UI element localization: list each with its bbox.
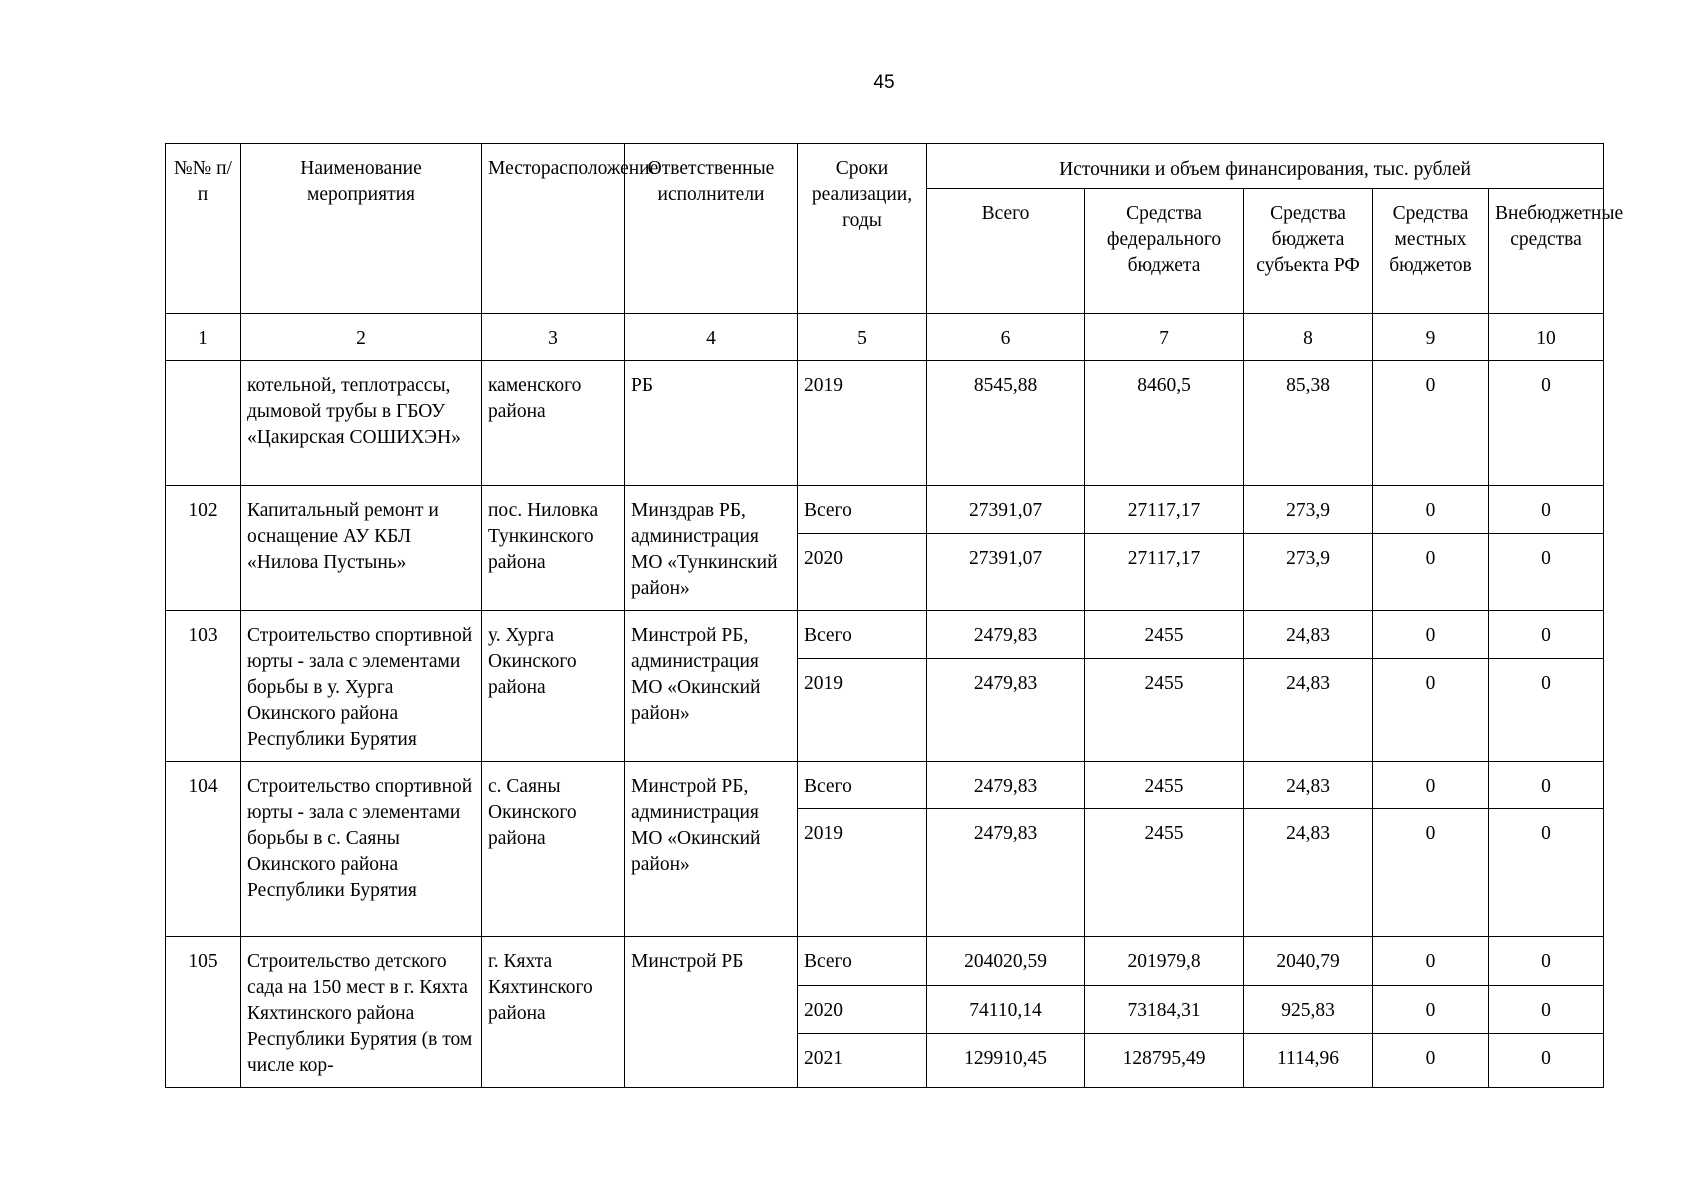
col-number: 4 xyxy=(625,314,798,361)
entry-federal: 201979,8 xyxy=(1085,937,1244,986)
entry-extra: 0 xyxy=(1489,486,1604,534)
entry-local: 0 xyxy=(1373,985,1489,1034)
entry-local: 0 xyxy=(1373,486,1489,534)
col-number: 1 xyxy=(166,314,241,361)
entry-local: 0 xyxy=(1373,611,1489,659)
entry-name: Строительство детского сада на 150 мест в г. Кяхта Кяхтинского района Республики Бурятия (в том числе кор- xyxy=(241,937,482,1088)
entry-total: 129910,45 xyxy=(927,1034,1085,1088)
entry-name: Капитальный ремонт и оснащение АУ КБЛ «Нилова Пустынь» xyxy=(241,486,482,611)
entry-period: Всего xyxy=(798,937,927,986)
entry-period: 2020 xyxy=(798,533,927,610)
entry-period: Всего xyxy=(798,611,927,659)
entry-name: Строительство спортивной юрты - зала с элементами борьбы в у. Хурга Окинского района Республики Бурятия xyxy=(241,611,482,762)
entry-num: 103 xyxy=(166,611,241,762)
entry-extra: 0 xyxy=(1489,361,1604,486)
entry-subject: 85,38 xyxy=(1244,361,1373,486)
entry-total: 74110,14 xyxy=(927,985,1085,1034)
entry-location: пос. Ниловка Тункинского района xyxy=(482,486,625,611)
col-number: 3 xyxy=(482,314,625,361)
entry-period: 2019 xyxy=(798,658,927,761)
entry-local: 0 xyxy=(1373,809,1489,937)
header-location: Месторасположение xyxy=(482,144,625,314)
entry-subject: 925,83 xyxy=(1244,985,1373,1034)
header-financing: Источники и объем финансирования, тыс. рублей xyxy=(927,144,1604,189)
entry-federal: 8460,5 xyxy=(1085,361,1244,486)
entry-total: 204020,59 xyxy=(927,937,1085,986)
entry-num: 102 xyxy=(166,486,241,611)
entry-local: 0 xyxy=(1373,533,1489,610)
header-executors: Ответственные исполнители xyxy=(625,144,798,314)
entry-location: с. Саяны Окинского района xyxy=(482,762,625,937)
header-local: Средства местных бюджетов xyxy=(1373,189,1489,314)
entry-subject: 24,83 xyxy=(1244,611,1373,659)
header-federal: Средства федерального бюджета xyxy=(1085,189,1244,314)
col-number: 10 xyxy=(1489,314,1604,361)
entry-num xyxy=(166,361,241,486)
entry-extra: 0 xyxy=(1489,611,1604,659)
entry-num: 105 xyxy=(166,937,241,1088)
entry-total: 2479,83 xyxy=(927,762,1085,809)
entry-total: 2479,83 xyxy=(927,658,1085,761)
entry-total: 8545,88 xyxy=(927,361,1085,486)
header-name: Наименование мероприятия xyxy=(241,144,482,314)
table-row xyxy=(166,762,1604,809)
entry-federal: 2455 xyxy=(1085,762,1244,809)
header-terms: Сроки реализации, годы xyxy=(798,144,927,314)
table-row xyxy=(166,611,1604,659)
entry-subject: 1114,96 xyxy=(1244,1034,1373,1088)
entry-federal: 2455 xyxy=(1085,611,1244,659)
header-row-1 xyxy=(166,144,1604,189)
entry-federal: 128795,49 xyxy=(1085,1034,1244,1088)
entry-total: 2479,83 xyxy=(927,611,1085,659)
col-number: 9 xyxy=(1373,314,1489,361)
col-number: 5 xyxy=(798,314,927,361)
entry-federal: 73184,31 xyxy=(1085,985,1244,1034)
page-number: 45 xyxy=(873,72,895,93)
entry-extra: 0 xyxy=(1489,533,1604,610)
entry-local: 0 xyxy=(1373,658,1489,761)
entry-period: Всего xyxy=(798,762,927,809)
table-row xyxy=(166,937,1604,986)
financing-table xyxy=(165,143,1624,1088)
table-row xyxy=(166,486,1604,534)
col-number: 6 xyxy=(927,314,1085,361)
entry-extra: 0 xyxy=(1489,658,1604,761)
header-total: Всего xyxy=(927,189,1085,314)
entry-period: 2021 xyxy=(798,1034,927,1088)
col-number: 8 xyxy=(1244,314,1373,361)
col-number: 7 xyxy=(1085,314,1244,361)
entry-location: г. Кяхта Кяхтинского района xyxy=(482,937,625,1088)
entry-federal: 27117,17 xyxy=(1085,533,1244,610)
entry-location: каменского района xyxy=(482,361,625,486)
entry-extra: 0 xyxy=(1489,1034,1604,1088)
entry-executors: РБ xyxy=(625,361,798,486)
entry-local: 0 xyxy=(1373,937,1489,986)
col-number: 2 xyxy=(241,314,482,361)
entry-subject: 2040,79 xyxy=(1244,937,1373,986)
header-num: №№ п/п xyxy=(166,144,241,314)
entry-federal: 2455 xyxy=(1085,658,1244,761)
entry-extra: 0 xyxy=(1489,809,1604,937)
column-number-row xyxy=(166,314,1604,361)
entry-total: 2479,83 xyxy=(927,809,1085,937)
header-extra: Внебюджетные средства xyxy=(1489,189,1604,314)
entry-extra: 0 xyxy=(1489,985,1604,1034)
entry-period: 2019 xyxy=(798,361,927,486)
entry-subject: 24,83 xyxy=(1244,809,1373,937)
entry-location: у. Хурга Окинского района xyxy=(482,611,625,762)
header-subject: Средства бюджета субъекта РФ xyxy=(1244,189,1373,314)
entry-num: 104 xyxy=(166,762,241,937)
entry-extra: 0 xyxy=(1489,762,1604,809)
entry-subject: 273,9 xyxy=(1244,533,1373,610)
entry-period: 2019 xyxy=(798,809,927,937)
entry-extra: 0 xyxy=(1489,937,1604,986)
entry-period: 2020 xyxy=(798,985,927,1034)
entry-federal: 27117,17 xyxy=(1085,486,1244,534)
entry-name: котельной, теплотрассы, дымовой трубы в ГБОУ «Цакирская СОШИХЭН» xyxy=(241,361,482,486)
entry-name: Строительство спортивной юрты - зала с элементами борьбы в с. Саяны Окинского района Республики Бурятия xyxy=(241,762,482,937)
entry-executors: Минстрой РБ, администрация МО «Окинский район» xyxy=(625,611,798,762)
entry-subject: 24,83 xyxy=(1244,762,1373,809)
table-row xyxy=(166,361,1604,486)
entry-federal: 2455 xyxy=(1085,809,1244,937)
entry-total: 27391,07 xyxy=(927,533,1085,610)
entry-local: 0 xyxy=(1373,361,1489,486)
entry-subject: 24,83 xyxy=(1244,658,1373,761)
entry-period: Всего xyxy=(798,486,927,534)
entry-executors: Минздрав РБ, администрация МО «Тункинский район» xyxy=(625,486,798,611)
entry-executors: Минстрой РБ, администрация МО «Окинский район» xyxy=(625,762,798,937)
entry-executors: Минстрой РБ xyxy=(625,937,798,1088)
entry-total: 27391,07 xyxy=(927,486,1085,534)
entry-local: 0 xyxy=(1373,762,1489,809)
entry-local: 0 xyxy=(1373,1034,1489,1088)
entry-subject: 273,9 xyxy=(1244,486,1373,534)
